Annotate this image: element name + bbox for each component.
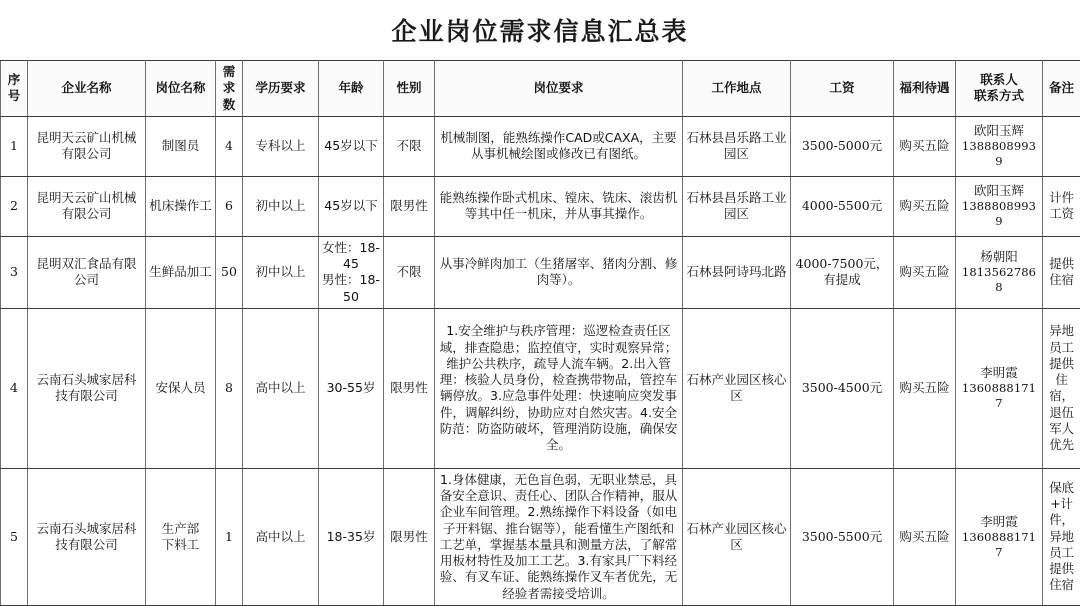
cell-salary: 3500-5000元	[791, 116, 894, 176]
cell-count: 1	[216, 468, 243, 605]
table-row	[1, 176, 1080, 236]
job-demand-table	[0, 60, 1080, 606]
cell-salary: 3500-4500元	[791, 308, 894, 468]
cell-job: 生鲜品加工	[146, 236, 216, 308]
column-header-age: 年龄	[319, 61, 384, 117]
cell-index: 2	[1, 176, 28, 236]
cell-company: 昆明双汇食品有限公司	[28, 236, 146, 308]
cell-count: 8	[216, 308, 243, 468]
column-header-requirements: 岗位要求	[435, 61, 683, 117]
cell-age: 18-35岁	[319, 468, 384, 605]
cell-salary: 4000-7500元，有提成	[791, 236, 894, 308]
cell-location: 石林产业园区核心区	[683, 308, 791, 468]
contact-name: 杨朝阳	[959, 249, 1039, 265]
cell-index: 1	[1, 116, 28, 176]
page-title: 企业岗位需求信息汇总表	[391, 12, 688, 48]
cell-education: 初中以上	[243, 236, 319, 308]
cell-requirements: 机械制图，能熟练操作CAD或CAXA，主要从事机械绘图或修改已有图纸。	[435, 116, 683, 176]
cell-education: 高中以上	[243, 468, 319, 605]
cell-remarks: 提供住宿	[1043, 236, 1080, 308]
contact-name: 欧阳玉辉	[959, 123, 1039, 139]
table-header-row	[1, 61, 1080, 117]
table-body	[1, 116, 1080, 605]
cell-benefits: 购买五险	[894, 176, 956, 236]
cell-location: 石林县阿诗玛北路	[683, 236, 791, 308]
cell-count: 6	[216, 176, 243, 236]
cell-contact	[956, 308, 1043, 468]
contact-name: 欧阳玉辉	[959, 183, 1039, 199]
table-row	[1, 236, 1080, 308]
cell-gender: 不限	[384, 116, 435, 176]
column-header-contact-line2: 联系方式	[974, 88, 1024, 103]
cell-requirements: 1.身体健康，无色盲色弱，无职业禁忌，具备安全意识、责任心、团队合作精神，服从企业车间管理。2.熟练操作下料设备（如电子开料锯、推台锯等），能看懂生产图纸和工艺单，掌握基本量具和测量方法，了解常用板材特性及加工工艺。3.有家具厂下料经验、有叉车证、能熟练操作叉车者优先，无经验者需接受培训。	[435, 468, 683, 605]
contact-name: 李明霞	[959, 365, 1039, 381]
cell-requirements: 从事冷鲜肉加工（生猪屠宰、猪肉分割、修肉等）。	[435, 236, 683, 308]
column-header-company: 企业名称	[28, 61, 146, 117]
column-header-education: 学历要求	[243, 61, 319, 117]
column-header-contact	[956, 61, 1043, 117]
contact-phone: 13888089939	[959, 199, 1039, 229]
contact-phone: 13608881717	[959, 530, 1039, 560]
cell-company: 昆明天云矿山机械有限公司	[28, 116, 146, 176]
cell-index: 5	[1, 468, 28, 605]
table-row	[1, 308, 1080, 468]
cell-location: 石林县昌乐路工业园区	[683, 176, 791, 236]
cell-requirements: 能熟练操作卧式机床、镗床、铣床、滚齿机等其中任一机床，并从事其操作。	[435, 176, 683, 236]
cell-gender: 限男性	[384, 176, 435, 236]
cell-salary: 3500-5500元	[791, 468, 894, 605]
column-header-job: 岗位名称	[146, 61, 216, 117]
column-header-index	[1, 61, 28, 117]
contact-phone: 18135627868	[959, 265, 1039, 295]
cell-contact	[956, 468, 1043, 605]
column-header-gender: 性别	[384, 61, 435, 117]
cell-gender: 限男性	[384, 308, 435, 468]
cell-requirements: 1.安全维护与秩序管理：巡逻检查责任区域，排查隐患；监控值守，实时观察异常；维护公共秩序，疏导人流车辆。2.出入管理：核验人员身份，检查携带物品，管控车辆停放。3.应急事件处理：快速响应突发事件，调解纠纷，协助应对自然灾害。4.安全防范：防盗防破坏，管理消防设施，确保安全。	[435, 308, 683, 468]
cell-index: 3	[1, 236, 28, 308]
cell-index: 4	[1, 308, 28, 468]
cell-remarks	[1043, 116, 1080, 176]
column-header-count-label: 需 求 数	[223, 64, 236, 112]
cell-remarks: 计件工资	[1043, 176, 1080, 236]
title-bar	[0, 0, 1080, 60]
cell-salary: 4000-5500元	[791, 176, 894, 236]
contact-phone: 13888089939	[959, 139, 1039, 169]
column-header-count	[216, 61, 243, 117]
cell-benefits: 购买五险	[894, 236, 956, 308]
cell-age: 45岁以下	[319, 176, 384, 236]
cell-job: 生产部 下料工	[146, 468, 216, 605]
table-row	[1, 468, 1080, 605]
cell-company: 云南石头城家居科技有限公司	[28, 308, 146, 468]
cell-count: 50	[216, 236, 243, 308]
cell-job: 安保人员	[146, 308, 216, 468]
cell-job: 机床操作工	[146, 176, 216, 236]
column-header-remarks: 备注	[1043, 61, 1080, 117]
cell-count: 4	[216, 116, 243, 176]
column-header-benefits: 福利待遇	[894, 61, 956, 117]
cell-age: 30-55岁	[319, 308, 384, 468]
column-header-salary: 工资	[791, 61, 894, 117]
cell-gender: 限男性	[384, 468, 435, 605]
cell-age: 女性：18-45 男性：18-50	[319, 236, 384, 308]
cell-job: 制图员	[146, 116, 216, 176]
cell-contact	[956, 236, 1043, 308]
cell-education: 初中以上	[243, 176, 319, 236]
cell-benefits: 购买五险	[894, 116, 956, 176]
column-header-location: 工作地点	[683, 61, 791, 117]
contact-name: 李明霞	[959, 514, 1039, 530]
cell-contact	[956, 176, 1043, 236]
cell-location: 石林产业园区核心区	[683, 468, 791, 605]
cell-benefits: 购买五险	[894, 468, 956, 605]
cell-education: 专科以上	[243, 116, 319, 176]
cell-company: 云南石头城家居科技有限公司	[28, 468, 146, 605]
table-row	[1, 116, 1080, 176]
cell-company: 昆明天云矿山机械有限公司	[28, 176, 146, 236]
column-header-index-label: 序 号	[8, 72, 21, 103]
contact-phone: 13608881717	[959, 381, 1039, 411]
cell-benefits: 购买五险	[894, 308, 956, 468]
cell-remarks: 保底+计件，异地员工提供住宿	[1043, 468, 1080, 605]
cell-gender: 不限	[384, 236, 435, 308]
cell-remarks: 异地员工提供住宿，退伍军人优先	[1043, 308, 1080, 468]
cell-location: 石林县昌乐路工业园区	[683, 116, 791, 176]
cell-education: 高中以上	[243, 308, 319, 468]
column-header-contact-line1: 联系人	[980, 72, 1018, 87]
cell-contact	[956, 116, 1043, 176]
cell-age: 45岁以下	[319, 116, 384, 176]
